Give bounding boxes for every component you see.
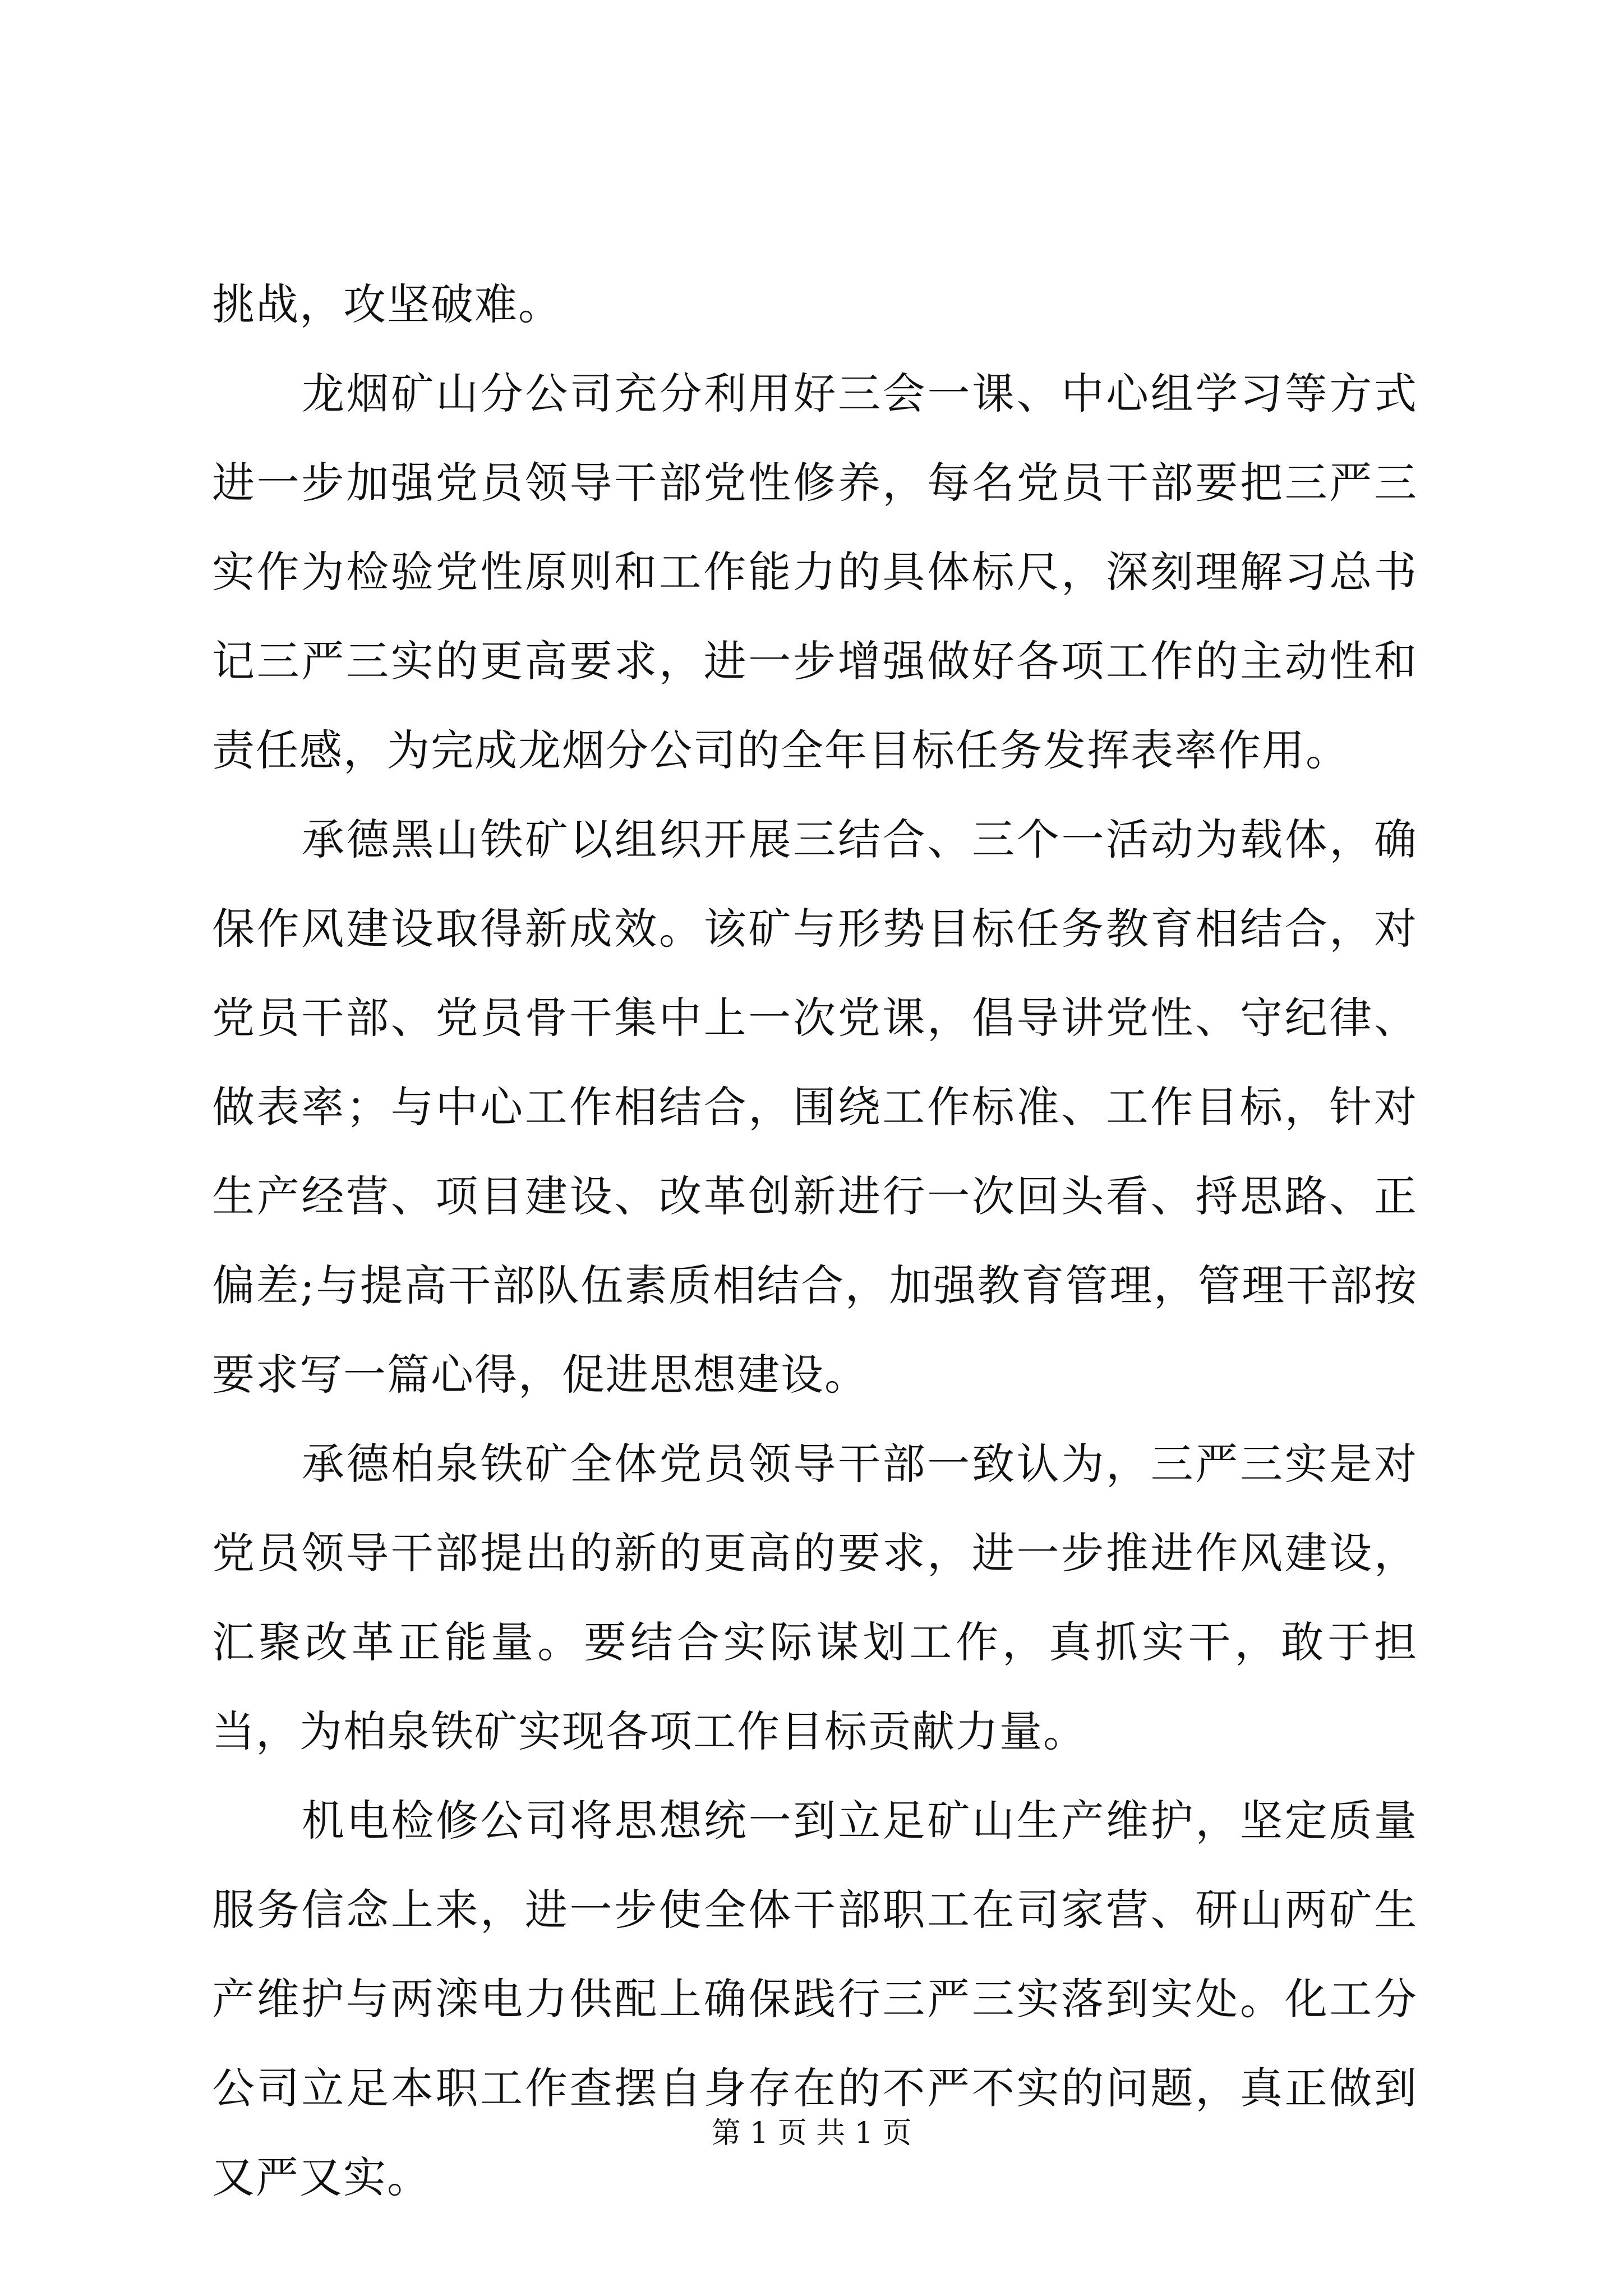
paragraph: 机电检修公司将思想统一到立足矿山生产维护，坚定质量服务信念上来，进一步使全体干部职工在司家营、研山两矿生产维护与两滦电力供配上确保践行三严三实落到实处。化工分公司立足本职工作查摆自身存在的不严不实的问题，真正做到又严又实。	[212, 1796, 1418, 2202]
paragraph: 承德黑山铁矿以组织开展三结合、三个一活动为载体，确保作风建设取得新成效。该矿与形势目标任务教育相结合，对党员干部、党员骨干集中上一次党课，倡导讲党性、守纪律、做表率；与中心工作相结合，围绕工作标准、工作目标，针对生产经营、项目建设、改革创新进行一次回头看、捋思路、正偏差;与提高干部队伍素质相结合，加强教育管理，管理干部按要求写一篇心得，促进思想建设。	[212, 815, 1418, 1400]
paragraph: 承德柏泉铁矿全体党员领导干部一致认为，三严三实是对党员领导干部提出的新的更高的要求，进一步推进作风建设，汇聚改革正能量。要结合实际谋划工作，真抓实干，敢于担当，为柏泉铁矿实现各项工作目标贡献力量。	[212, 1439, 1418, 1756]
page-number-footer: 第 1 页 共 1 页	[711, 2116, 912, 2150]
document-body	[212, 260, 1418, 2222]
paragraph: 龙烟矿山分公司充分利用好三会一课、中心组学习等方式进一步加强党员领导干部党性修养，每名党员干部要把三严三实作为检验党性原则和工作能力的具体标尺，深刻理解习总书记三严三实的更高要求，进一步增强做好各项工作的主动性和责任感，为完成龙烟分公司的全年目标任务发挥表率作用。	[212, 369, 1418, 775]
paragraph: 挑战，攻坚破难。	[212, 279, 562, 329]
